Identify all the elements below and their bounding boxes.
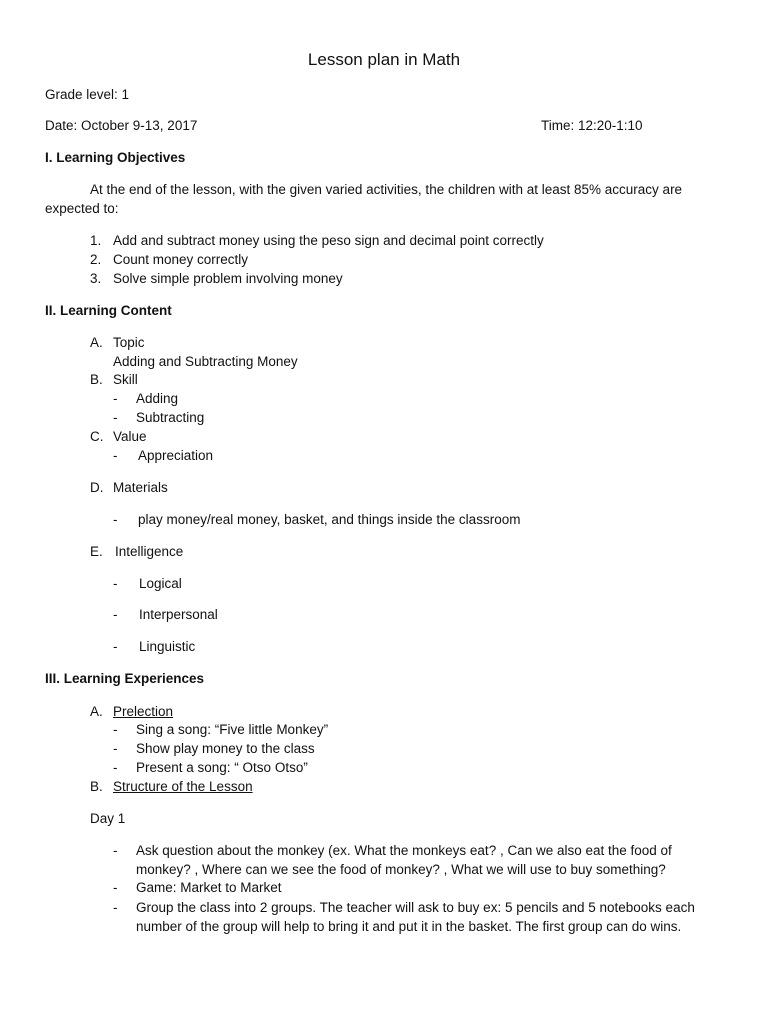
prelection-subitem — [113, 760, 308, 775]
prelection-item — [90, 704, 173, 719]
dash-bullet: - — [113, 639, 118, 654]
dash-bullet: - — [113, 880, 118, 895]
grade-level: Grade level: 1 — [45, 87, 130, 102]
objectives-intro-line1: At the end of the lesson, with the given varied activities, the children with at least 85% accuracy are — [90, 182, 683, 197]
dash-bullet: - — [113, 900, 118, 915]
objective-number: 3. — [90, 271, 102, 286]
prelection-subitem — [113, 722, 328, 737]
materials-text: play money/real money, basket, and things inside the classroom — [138, 512, 521, 527]
objective-number: 2. — [90, 252, 102, 267]
day1-item — [113, 843, 672, 858]
dash-bullet: - — [113, 722, 118, 737]
dash-bullet: - — [113, 576, 118, 591]
skill-item — [90, 372, 138, 387]
topic-value: Adding and Subtracting Money — [113, 354, 298, 369]
materials-label: Materials — [113, 480, 168, 495]
dash-bullet: - — [113, 410, 118, 425]
page-title: Lesson plan in Math — [307, 50, 461, 69]
day1-text-line1: Group the class into 2 groups. The teacher will ask to buy ex: 5 pencils and 5 notebooks each — [136, 900, 695, 915]
day1-item — [113, 900, 695, 915]
value-letter: C. — [90, 429, 104, 444]
intelligence-text: Logical — [139, 576, 182, 591]
materials-item — [90, 480, 168, 495]
day1-text-line1: Ask question about the monkey (ex. What the monkeys eat? , Can we also eat the food of — [136, 843, 672, 858]
intelligence-letter: E. — [90, 544, 103, 559]
intelligence-subitem — [113, 576, 182, 591]
experiences-heading: III. Learning Experiences — [45, 671, 205, 686]
dash-bullet: - — [113, 448, 118, 463]
skill-text: Subtracting — [136, 410, 205, 425]
value-subitem — [113, 448, 213, 463]
dash-bullet: - — [113, 607, 118, 622]
skill-subitem — [113, 391, 178, 406]
value-item — [90, 429, 147, 444]
objective-text: Count money correctly — [113, 252, 249, 267]
prelection-label: Prelection — [113, 704, 174, 719]
structure-letter: B. — [90, 779, 103, 794]
objective-text: Add and subtract money using the peso sign and decimal point correctly — [113, 233, 544, 248]
objectives-heading: I. Learning Objectives — [45, 150, 186, 165]
structure-item — [90, 779, 253, 794]
objectives-intro-line2: expected to: — [45, 201, 119, 216]
intelligence-subitem — [113, 639, 195, 654]
prelection-text: Sing a song: “Five little Monkey” — [136, 722, 329, 737]
objective-text: Solve simple problem involving money — [113, 271, 343, 286]
materials-letter: D. — [90, 480, 104, 495]
objective-item — [90, 271, 343, 286]
intelligence-item — [90, 544, 183, 559]
dash-bullet: - — [113, 391, 118, 406]
intelligence-text: Linguistic — [139, 639, 196, 654]
skill-subitem — [113, 410, 204, 425]
topic-letter: A. — [90, 335, 103, 350]
intelligence-text: Interpersonal — [139, 607, 218, 622]
dash-bullet: - — [113, 741, 118, 756]
dash-bullet: - — [113, 843, 118, 858]
dash-bullet: - — [113, 760, 118, 775]
skill-letter: B. — [90, 372, 103, 387]
skill-text: Adding — [136, 391, 179, 406]
intelligence-subitem — [113, 607, 218, 622]
skill-label: Skill — [113, 372, 138, 387]
time: Time: 12:20-1:10 — [541, 118, 643, 133]
value-label: Value — [113, 429, 147, 444]
objective-item — [90, 233, 544, 248]
day1-text-line1: Game: Market to Market — [136, 880, 282, 895]
day1-item — [113, 880, 282, 895]
objective-number: 1. — [90, 233, 102, 248]
date: Date: October 9-13, 2017 — [45, 118, 198, 133]
prelection-subitem — [113, 741, 315, 756]
day1-text-line2: monkey? , Where can we see the food of monkey? , What we will use to buy something? — [136, 862, 666, 877]
content-heading: II. Learning Content — [45, 303, 172, 318]
value-text: Appreciation — [138, 448, 214, 463]
materials-subitem — [113, 512, 520, 527]
prelection-text: Show play money to the class — [136, 741, 315, 756]
day-label: Day 1 — [90, 811, 126, 826]
topic-label: Topic — [113, 335, 145, 350]
topic-item — [90, 335, 145, 350]
prelection-letter: A. — [90, 704, 103, 719]
prelection-text: Present a song: “ Otso Otso” — [136, 760, 308, 775]
intelligence-label: Intelligence — [115, 544, 184, 559]
dash-bullet: - — [113, 512, 118, 527]
objective-item — [90, 252, 248, 267]
day1-text-line2: number of the group will help to bring it and put it in the basket. The first group can do wins. — [136, 919, 682, 934]
structure-label: Structure of the Lesson — [113, 779, 253, 794]
